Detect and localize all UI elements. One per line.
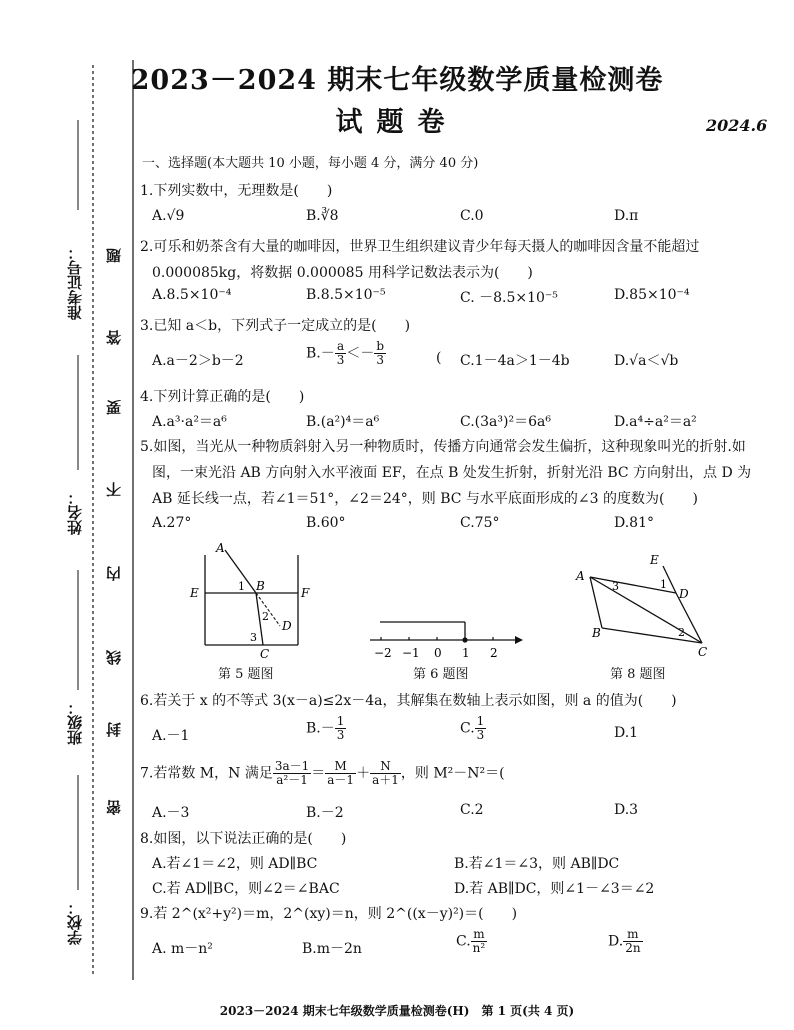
- q8-option-c: C.若 AD∥BC，则∠2＝∠BAC: [152, 881, 340, 897]
- q1-stem: 1.下列实数中，无理数是( ): [140, 183, 333, 199]
- q7-stem: [140, 760, 505, 787]
- q7-option-a: A.－3: [152, 805, 190, 821]
- fig8-label-e: E: [650, 553, 659, 567]
- fig6-tick-2: 2: [490, 646, 498, 660]
- q3-b-fraction-a: [335, 340, 347, 367]
- fig8-label-c: C: [698, 645, 708, 659]
- fig5-label-c: C: [260, 647, 270, 661]
- fig5-label-d: D: [282, 619, 292, 633]
- q4-option-a: A.a³·a²＝a⁶: [152, 414, 227, 430]
- q7-stem-suffix: ，则 M²－N²＝(: [400, 765, 505, 782]
- q1-option-c: C.0: [460, 208, 484, 224]
- q5-option-c: C.75°: [460, 515, 500, 531]
- figure-5-caption: 第 5 题图: [218, 667, 274, 682]
- fig5-angle-3: 3: [250, 631, 257, 644]
- q6-b-prefix: B.－: [306, 720, 335, 737]
- school-label: 学校：: [66, 900, 84, 945]
- q3-b-den2: 3: [376, 353, 385, 367]
- seal-char-5: 内: [105, 566, 123, 581]
- q7-fraction-1: [273, 760, 311, 787]
- q5-option-d: D.81°: [614, 515, 654, 531]
- q5-stem-line1: 5.如图，当光从一种物质斜射入另一种物质时，传播方向通常会发生偏折，这种现象叫光的折射.如: [140, 439, 746, 455]
- q9-option-d: [608, 928, 643, 955]
- q8-option-b: B.若∠1＝∠3，则 AB∥DC: [454, 856, 620, 872]
- q3-b-num2: b: [376, 339, 385, 353]
- q6-b-den: 3: [336, 728, 345, 742]
- q9-d-den: 2n: [625, 941, 641, 955]
- q3-b-fraction-b: [374, 340, 386, 367]
- q7-option-d: D.3: [614, 802, 639, 818]
- q6-c-fraction: [475, 715, 487, 742]
- q3-b-mid: ＜－: [346, 345, 375, 362]
- seal-char-8: 密: [105, 800, 123, 815]
- q9-option-a: A. m－n²: [152, 941, 213, 957]
- q6-option-b: [306, 715, 346, 742]
- q9-c-prefix: C.: [456, 933, 471, 950]
- fig8-label-a: A: [576, 569, 585, 583]
- q3-option-c: C.1－4a＞1－4b: [460, 353, 570, 369]
- q7-fraction-2: [325, 760, 356, 787]
- q2-stem-line2: 0.000085kg，将数据 0.000085 用科学记数法表示为( ): [152, 265, 533, 281]
- fig5-angle-1: 1: [238, 580, 245, 593]
- fig5-label-a: A: [216, 541, 225, 555]
- q7-f1-num: 3a－1: [274, 759, 310, 773]
- q4-stem: 4.下列计算正确的是( ): [140, 389, 305, 405]
- q3-option-a: A.a－2＞b－2: [152, 353, 244, 369]
- figure-8-caption: 第 8 题图: [610, 667, 666, 682]
- q5-option-a: A.27°: [152, 515, 192, 531]
- q9-d-fraction: [623, 928, 642, 955]
- q9-c-fraction: [471, 928, 488, 955]
- fig8-angle-2: 2: [678, 626, 685, 639]
- q6-stem: 6.若关于 x 的不等式 3(x－a)≤2x－4a，其解集在数轴上表示如图，则 a 的值为( ): [140, 693, 677, 709]
- q3-option-b: [306, 340, 386, 367]
- q4-option-c: C.(3a³)²＝6a⁶: [460, 414, 551, 430]
- q7-f1-den: a²－1: [276, 773, 308, 787]
- exam-number-label: 准考证号：: [66, 245, 84, 320]
- q6-option-a: A.－1: [152, 728, 190, 744]
- q2-option-b: B.8.5×10⁻⁵: [306, 287, 386, 303]
- fig6-tick-1: 1: [462, 646, 470, 660]
- q2-option-d: D.85×10⁻⁴: [614, 287, 690, 303]
- q6-b-num: 1: [336, 714, 345, 728]
- q6-c-prefix: C.: [460, 720, 475, 737]
- page-footer: 2023－2024 期末七年级数学质量检测卷(H) 第 1 页(共 4 页): [219, 1004, 575, 1018]
- seal-char-6: 线: [105, 650, 123, 665]
- q3-b-prefix: B.－: [306, 345, 335, 362]
- q8-option-d: D.若 AB∥DC，则∠1－∠3＝∠2: [454, 881, 655, 897]
- name-label: 姓名：: [66, 490, 84, 535]
- q3-b-den1: 3: [336, 353, 345, 367]
- fig5-label-b: B: [256, 579, 265, 593]
- q5-stem-line3: AB 延长线一点，若∠1＝51°，∠2＝24°，则 BC 与水平底面形成的∠3 的度数为( ): [152, 491, 698, 507]
- q7-option-c: C.2: [460, 802, 484, 818]
- q3-b-num1: a: [335, 340, 347, 354]
- q3-stray-paren: (: [436, 350, 442, 366]
- q1-option-d: D.π: [614, 208, 639, 224]
- q7-f2-den: a－1: [327, 773, 355, 787]
- fig8-label-b: B: [592, 626, 601, 640]
- figure-6-caption: 第 6 题图: [413, 667, 469, 682]
- q6-option-c: [460, 715, 486, 742]
- fig5-angle-2: 2: [262, 610, 269, 623]
- exam-date: 2024.6: [706, 116, 768, 135]
- q1-option-a: A.√9: [152, 208, 185, 224]
- seal-char-7: 封: [105, 722, 123, 737]
- q7-plus: ＋: [356, 765, 371, 782]
- q2-option-a: A.8.5×10⁻⁴: [152, 287, 232, 303]
- q7-f3-den: a＋1: [372, 773, 399, 787]
- figure-6-number-line: [365, 612, 525, 662]
- q6-c-num: 1: [476, 714, 485, 728]
- q9-option-b: B.m－2n: [302, 941, 362, 957]
- q9-c-num: m: [471, 928, 488, 942]
- q6-option-d: D.1: [614, 725, 639, 741]
- q7-f2-num: M: [325, 760, 356, 774]
- q4-option-b: B.(a²)⁴＝a⁶: [306, 414, 380, 430]
- fig8-angle-3: 3: [612, 580, 619, 593]
- q2-option-c: C. －8.5×10⁻⁵: [460, 290, 558, 306]
- seal-char-1: 题: [105, 248, 123, 263]
- q9-stem: 9.若 2^(x²+y²)＝m，2^(xy)＝n，则 2^((x－y)²)＝( ): [140, 906, 518, 922]
- fig6-tick-neg2: −2: [374, 646, 392, 660]
- q7-fraction-3: [370, 760, 401, 787]
- q7-option-b: B.－2: [306, 805, 344, 821]
- seal-char-2: 答: [105, 330, 123, 345]
- q9-d-prefix: D.: [608, 933, 624, 950]
- class-label: 班级：: [66, 700, 84, 745]
- q2-stem-line1: 2.可乐和奶茶含有大量的咖啡因，世界卫生组织建议青少年每天摄人的咖啡因含量不能超过: [140, 239, 700, 255]
- q9-d-num: m: [623, 928, 642, 942]
- fig6-tick-neg1: −1: [402, 646, 420, 660]
- q7-equals: ＝: [311, 765, 326, 782]
- q9-c-den: n²: [472, 941, 486, 955]
- fig8-label-d: D: [679, 587, 689, 601]
- fig6-tick-0: 0: [434, 646, 442, 660]
- q4-option-d: D.a⁴÷a²＝a²: [614, 414, 697, 430]
- q6-b-fraction: [335, 715, 347, 742]
- seal-char-3: 要: [105, 400, 123, 415]
- fig5-label-f: F: [301, 586, 310, 600]
- exam-subtitle: 试题卷: [335, 107, 459, 138]
- q8-stem: 8.如图，以下说法正确的是( ): [140, 831, 347, 847]
- q7-f3-num: N: [370, 760, 401, 774]
- q3-option-d: D.√a＜√b: [614, 353, 679, 369]
- q3-stem: 3.已知 a＜b，下列式子一定成立的是( ): [140, 318, 411, 334]
- figure-5: [180, 540, 330, 665]
- q1-option-b: B.∛8: [306, 208, 339, 224]
- q5-stem-line2: 图，一束光沿 AB 方向射入水平液面 EF，在点 B 处发生折射，折射光沿 BC 方向射出，点 D 为: [152, 465, 752, 481]
- q6-c-den: 3: [476, 728, 485, 742]
- q7-stem-prefix: 7.若常数 M，N 满足: [140, 765, 273, 782]
- q9-option-c: [456, 928, 487, 955]
- seal-char-4: 不: [105, 482, 123, 497]
- q8-option-a: A.若∠1＝∠2，则 AD∥BC: [152, 856, 318, 872]
- figure-8: [570, 548, 720, 663]
- fig5-label-e: E: [190, 586, 199, 600]
- q5-option-b: B.60°: [306, 515, 346, 531]
- fig8-angle-1: 1: [660, 578, 667, 591]
- exam-title: 2023－2024 期末七年级数学质量检测卷: [130, 65, 664, 96]
- section-heading: 一、选择题(本大题共 10 小题，每小题 4 分，满分 40 分): [142, 156, 479, 171]
